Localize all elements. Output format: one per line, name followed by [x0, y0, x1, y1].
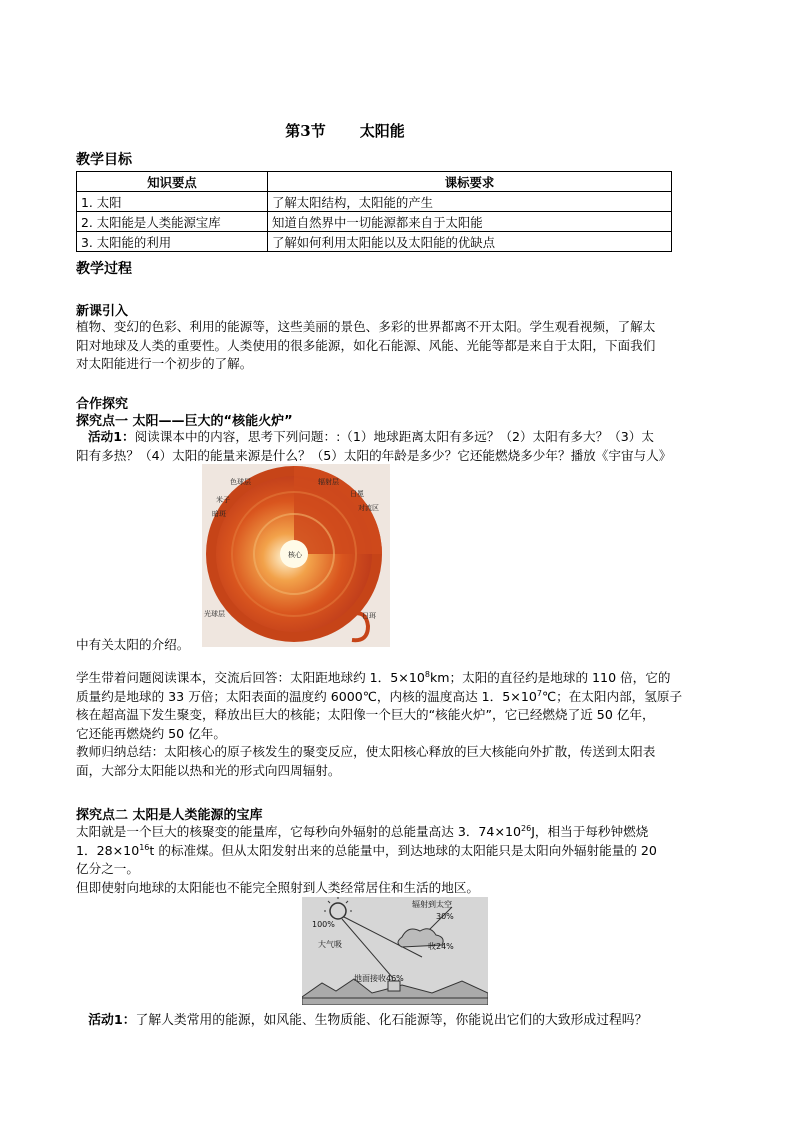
goals-heading: 教学目标: [76, 152, 132, 168]
label-chromosphere: 色球层: [230, 478, 251, 486]
text-line: [76, 428, 724, 447]
label-photosphere: 光球层: [204, 610, 225, 618]
table-cell: 知道自然界中一切能源都来自于太阳能: [268, 212, 672, 232]
point2-heading: 探究点二 太阳是人类能源的宝库: [76, 808, 263, 823]
text-line: 质量约是地球的 33 万倍；太阳表面的温度约 6000℃，内核的温度高达 1．$5\times 10^7℃$；在太阳内部，氢原子: [76, 688, 683, 704]
table-cell: 了解如何利用太阳能以及太阳能的优缺点: [268, 232, 672, 252]
label-dark: 暗斑: [212, 510, 226, 518]
table-cell: 2. 太阳能是人类能源宝库: [77, 212, 268, 232]
section-topic: 太阳能: [359, 122, 405, 140]
sun-structure-image: [202, 464, 390, 647]
table-row: [77, 212, 672, 232]
label-prominence: 日珥: [362, 612, 376, 620]
label-ground: 地面接收46%: [354, 974, 404, 983]
table-header: 知识要点: [77, 172, 268, 192]
text-line: 亿分之一。: [76, 861, 139, 876]
text-line: 它还能再燃烧约 50 亿年。: [76, 725, 226, 741]
label-corona: 日冕: [350, 490, 364, 498]
table-row: [77, 192, 672, 212]
intro-heading: 新课引入: [76, 304, 129, 319]
text-line: 但即使射向地球的太阳能也不能完全照射到人类经常居住和生活的地区。: [76, 879, 479, 895]
image1-caption: 中有关太阳的介绍。: [76, 637, 190, 652]
activity2-paragraph: [76, 1012, 724, 1031]
summary-paragraph: [76, 743, 724, 780]
table-cell: 3. 太阳能的利用: [77, 232, 268, 252]
page-title: [0, 120, 690, 141]
label-convection: 对流区: [358, 504, 379, 512]
text-line: 太阳就是一个巨大的核聚变的能量库，它每秒向外辐射的总能量高达 3．$74\times 10^{26}J$，相当于每秒钟燃烧: [76, 823, 649, 839]
table-cell: 了解太阳结构，太阳能的产生: [268, 192, 672, 212]
table-header-row: [77, 172, 672, 192]
text-line: 植物、变幻的色彩、利用的能源等，这些美丽的景色、多彩的世界都离不开太阳。学生观看视频，了解太: [76, 319, 656, 334]
label-granule: 米子: [216, 496, 230, 504]
table-header: 课标要求: [268, 172, 672, 192]
text-line: 核在超高温下发生聚变，释放出巨大的核能；太阳像一个巨大的“核能火炉”，它已经燃烧了近 50 亿年，: [76, 707, 655, 722]
text-line: 教师归纳总结：太阳核心的原子核发生的聚变反应，使太阳核心释放的巨大核能向外扩散，传送到太阳表: [76, 744, 656, 759]
point2-paragraph: [76, 823, 724, 897]
process-heading: 教学过程: [76, 261, 132, 277]
text-line: 1．$28\times 10^{16}t$ 的标准煤。但从太阳发射出来的总能量中，到达地球的太阳能只是太阳向外辐射能量的 20: [76, 842, 657, 858]
text-line: 面，大部分太阳能以热和光的形式向四周辐射。: [76, 762, 341, 778]
intro-paragraph: [76, 318, 724, 374]
activity1-paragraph: [76, 428, 724, 465]
energy-distribution-image: [302, 897, 488, 1005]
activity-text: 了解人类常用的能源，如风能、生物质能、化石能源等，你能说出它们的大致形成过程吗？: [135, 1013, 648, 1028]
text-line: 阳对地球及人类的重要性。人类使用的很多能源，如化石能源、风能、光能等都是来自于太阳，下面我们: [76, 337, 656, 353]
activity-label: 活动1：: [88, 1013, 136, 1028]
text-line: 阳有多热？（4）太阳的能量来源是什么？（5）太阳的年龄是多少？它还能燃烧多少年？播放《宇宙与人》: [76, 447, 672, 463]
label-absorb: 收24%: [428, 942, 454, 951]
label-core: 核心: [288, 551, 302, 559]
label-atmosphere: 大气吸: [318, 940, 342, 949]
label-radiation: 辐射层: [318, 478, 339, 486]
coop-heading: 合作探究: [76, 397, 129, 412]
text-line: 学生带着问题阅读课本，交流后回答：太阳距地球约 1．$5\times 10^8km$；太阳的直径约是地球的 110 倍，它的: [76, 669, 671, 685]
table-cell: 1. 太阳: [77, 192, 268, 212]
section-number: 第3节: [285, 122, 326, 140]
activity-label: 活动1：: [88, 429, 135, 444]
label-100: 100%: [312, 920, 335, 929]
answer-paragraph: [76, 669, 724, 743]
table-row: [77, 232, 672, 252]
label-30: 30%: [436, 912, 454, 921]
goals-table: [76, 171, 672, 252]
label-space: 辐射到太空: [412, 900, 452, 909]
point1-heading: 探究点一 太阳——巨大的“核能火炉”: [76, 414, 293, 429]
activity-text: 阅读课本中的内容，思考下列问题：:（1）地球距离太阳有多远？（2）太阳有多大？（3）太: [134, 429, 654, 444]
text-line: 对太阳能进行一个初步的了解。: [76, 356, 253, 371]
